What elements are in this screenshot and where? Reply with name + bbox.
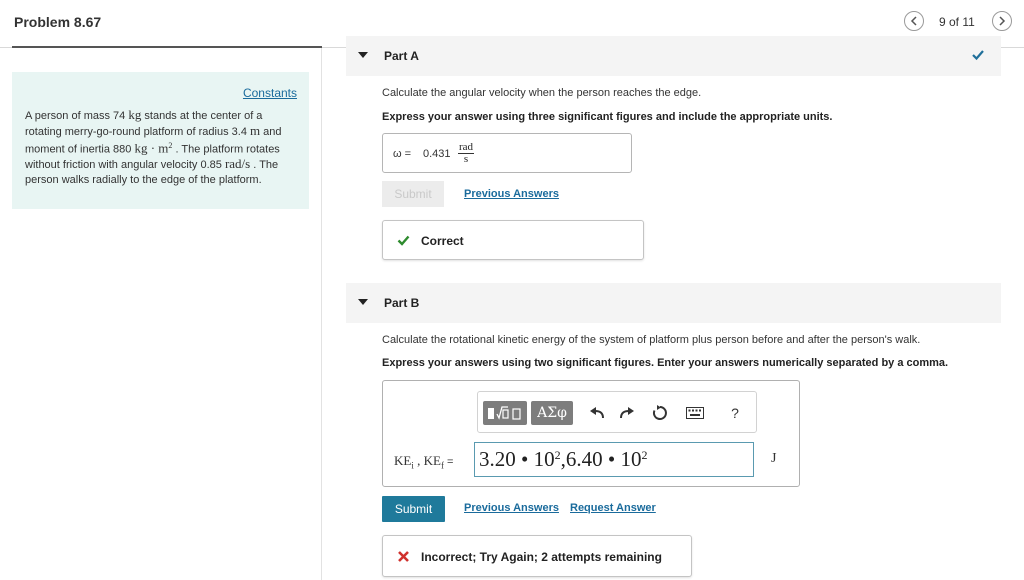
undo-icon[interactable] [588,404,606,422]
next-problem-button[interactable] [992,11,1012,31]
page-title: Problem 8.67 [14,14,102,30]
reset-icon[interactable] [651,404,669,422]
request-answer-link[interactable]: Request Answer [570,502,656,514]
part-b-feedback [382,535,692,577]
part-b-question: Calculate the rotational kinetic energy of the system of platform plus person before and after the person's walk. [382,334,921,346]
help-button[interactable]: ? [731,405,739,421]
part-b-submit-button[interactable]: Submit [382,496,445,522]
problem-panel [12,72,309,209]
unit-denominator: s [463,153,469,165]
part-a-feedback [382,220,644,260]
part-a-answer-value: 0.431 [423,148,451,160]
part-b-answer-input[interactable]: 3.20 • 10 $^2$ ,6.40 • 10 $^2$ [474,442,754,477]
part-b-instruction: Express your answers using two significant figures. Enter your answers numerically separated by a comma. [382,357,949,369]
omega-label: ω = [393,148,412,160]
unit-label: J [771,451,777,466]
part-b-label: Part B [384,296,420,310]
greek-symbols-button[interactable]: ΑΣφ [531,401,573,425]
part-b-feedback-text: Incorrect; Try Again; 2 attempts remaining [421,550,662,564]
problem-counter: 9 of 11 [939,15,975,29]
part-a-submit-button[interactable]: Submit [382,181,444,207]
caret-down-icon [358,52,368,58]
part-a-header[interactable] [346,36,1001,76]
templates-icon [486,404,524,422]
part-b-header[interactable] [346,283,1001,323]
part-a-feedback-text: Correct [421,234,464,248]
previous-problem-button[interactable] [904,11,924,31]
x-icon [397,550,410,563]
part-a-answer-box [382,133,632,173]
caret-down-icon [358,299,368,305]
chevron-right-icon [998,16,1006,26]
ke-variable-label: $KE_i$ , $KE_f$ = [394,453,454,471]
part-a-previous-answers-link[interactable]: Previous Answers [464,188,559,200]
math-toolbar [477,391,757,433]
units-fraction [458,142,474,165]
unit-numerator: rad [459,141,474,153]
check-icon [397,234,410,247]
part-b-previous-answers-link[interactable]: Previous Answers [464,502,559,514]
checkmark-icon [971,48,985,62]
part-b-answer-editor [382,380,800,487]
problem-statement: A person of mass 74 kg stands at the center of a rotating merry-go-round platform of radius 3.4 m and moment of inertia 880 kg · $m^2$ . The platform rotates without friction with angular velocity 0.85 rad/s . The person walks radially to the edge of the platform. [25,107,282,187]
part-a-label: Part A [384,49,419,63]
column-divider [321,48,322,580]
keyboard-icon[interactable] [686,404,704,422]
part-a-instruction: Express your answer using three significant figures and include the appropriate units. [382,111,833,123]
title-underline [12,46,322,48]
part-a-question: Calculate the angular velocity when the person reaches the edge. [382,87,702,99]
constants-link[interactable]: Constants [242,86,297,100]
redo-icon[interactable] [618,404,636,422]
chevron-left-icon [910,16,918,26]
templates-button[interactable] [483,401,527,425]
